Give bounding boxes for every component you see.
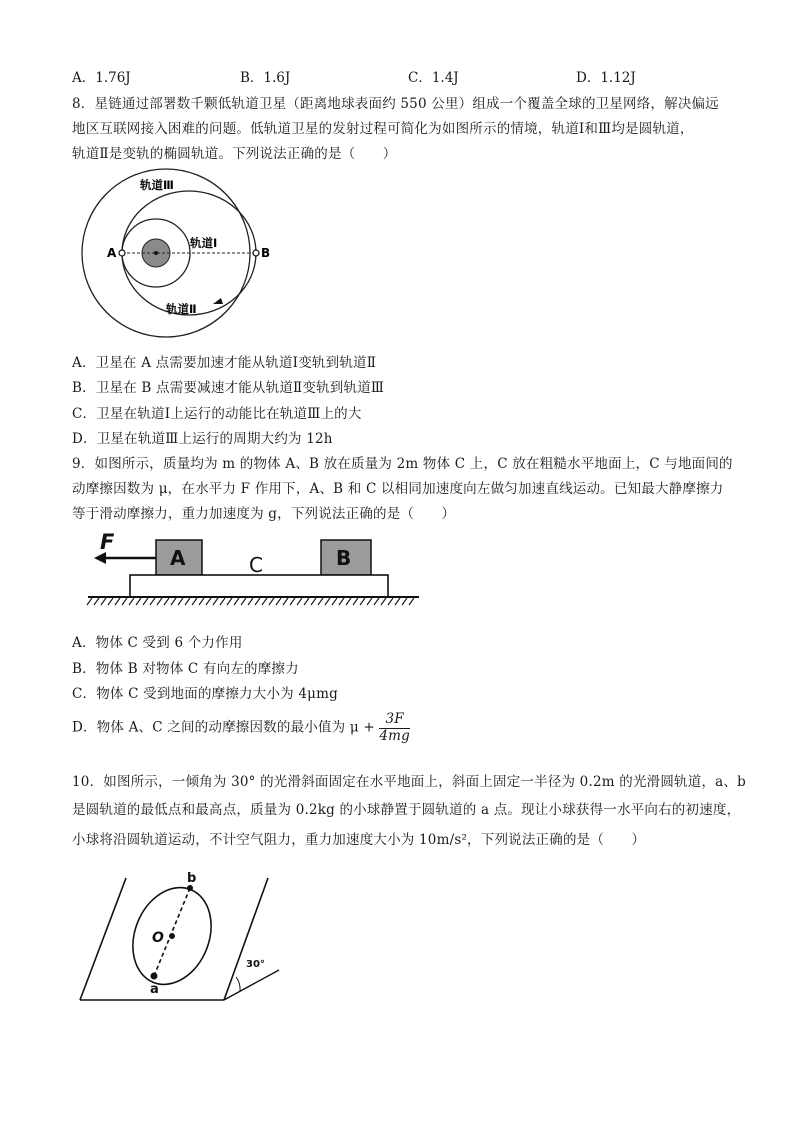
point-b-dot xyxy=(253,250,259,256)
ground-edge xyxy=(224,970,279,1000)
q7-option-a: A．1.76J xyxy=(72,70,131,86)
q10-stem-line-2: 是圆轨道的最低点和最高点，质量为 0.2kg 的小球静置于圆轨道的 a 点。现让小球获得一水平向右的初速度， xyxy=(72,802,741,818)
force-label: F xyxy=(100,530,115,554)
point-a-dot xyxy=(119,250,125,256)
q7-option-c: C．1.4J xyxy=(408,70,459,86)
q9-block-diagram xyxy=(86,528,421,608)
block-a-label: A xyxy=(170,546,186,570)
q9-stem-line-1: 9．如图所示，质量均为 m 的物体 A、B 放在质量为 2m 物体 C 上，C 放在粗糙水平地面上，C 与地面间的 xyxy=(72,456,733,472)
point-a-label: a xyxy=(150,982,159,997)
block-c xyxy=(130,575,388,597)
orbit-2-arrow xyxy=(213,298,223,304)
point-a-label: A xyxy=(107,246,117,260)
angle-label: 30° xyxy=(246,959,265,970)
q10-stem-line-3: 小球将沿圆轨道运动，不计空气阻力，重力加速度大小为 10m/s²，下列说法正确的是（ ） xyxy=(72,832,646,848)
q9-stem-line-3: 等于滑动摩擦力，重力加速度为 g，下列说法正确的是（ ） xyxy=(72,506,456,522)
ground-hatching xyxy=(87,598,414,605)
q7-option-b: B．1.6J xyxy=(240,70,291,86)
q8-stem-line-2: 地区互联网接入困难的问题。低轨道卫星的发射过程可简化为如图所示的情境，轨道Ⅰ和Ⅲ均是圆轨道， xyxy=(72,121,694,137)
q9-option-b: B．物体 B 对物体 C 有向左的摩擦力 xyxy=(72,661,299,677)
q9-stem-line-2: 动摩擦因数为 μ，在水平力 F 作用下，A、B 和 C 以相同加速度向左做匀加速直线运动。已知最大静摩擦力 xyxy=(72,481,724,497)
q9-option-c: C．物体 C 受到地面的摩擦力大小为 4μmg xyxy=(72,686,338,702)
q8-option-b: B．卫星在 B 点需要减速才能从轨道Ⅱ变轨到轨道Ⅲ xyxy=(72,380,385,396)
fraction-denominator: 4mg xyxy=(379,727,410,744)
block-c-label: C xyxy=(249,553,263,577)
q9-option-a: A．物体 C 受到 6 个力作用 xyxy=(72,635,243,651)
q8-stem-line-1: 8．星链通过部署数千颗低轨道卫星（距离地球表面约 550 公里）组成一个覆盖全球的卫星网络，解决偏远 xyxy=(72,96,719,112)
q9-option-d-fraction xyxy=(379,712,410,744)
point-b-label: B xyxy=(261,246,271,260)
incline-right-edge xyxy=(224,878,268,1000)
orbit-3-label: 轨道Ⅲ xyxy=(140,178,174,192)
q8-option-d: D．卫星在轨道Ⅲ上运行的周期大约为 12h xyxy=(72,431,333,447)
angle-arc xyxy=(236,977,240,991)
q8-option-c: C．卫星在轨道Ⅰ上运行的动能比在轨道Ⅲ上的大 xyxy=(72,406,362,422)
q7-option-d: D．1.12J xyxy=(576,70,636,86)
q10-incline-diagram xyxy=(74,870,304,1010)
orbit-2-label: 轨道Ⅱ xyxy=(166,302,197,316)
point-b-label: b xyxy=(187,871,197,886)
fraction-numerator: 3F xyxy=(379,712,410,729)
center-o-dot xyxy=(169,933,175,939)
point-a-ball xyxy=(151,973,158,980)
q10-stem-line-1: 10．如图所示，一倾角为 30° 的光滑斜面固定在水平地面上，斜面上固定一半径为 0.2m 的光滑圆轨道，a、b xyxy=(72,774,746,790)
center-o-label: O xyxy=(152,930,164,946)
q9-option-d xyxy=(72,712,410,744)
q9-option-d-text: D．物体 A、C 之间的动摩擦因数的最小值为 μ + xyxy=(72,719,375,736)
incline-left-edge xyxy=(80,878,126,1000)
q8-orbit-diagram xyxy=(70,165,270,340)
q8-stem-line-3: 轨道Ⅱ是变轨的椭圆轨道。下列说法正确的是（ ） xyxy=(72,146,397,162)
orbit-1-label: 轨道Ⅰ xyxy=(190,236,218,250)
q8-option-a: A．卫星在 A 点需要加速才能从轨道Ⅰ变轨到轨道Ⅱ xyxy=(72,355,377,371)
block-b-label: B xyxy=(336,546,352,570)
